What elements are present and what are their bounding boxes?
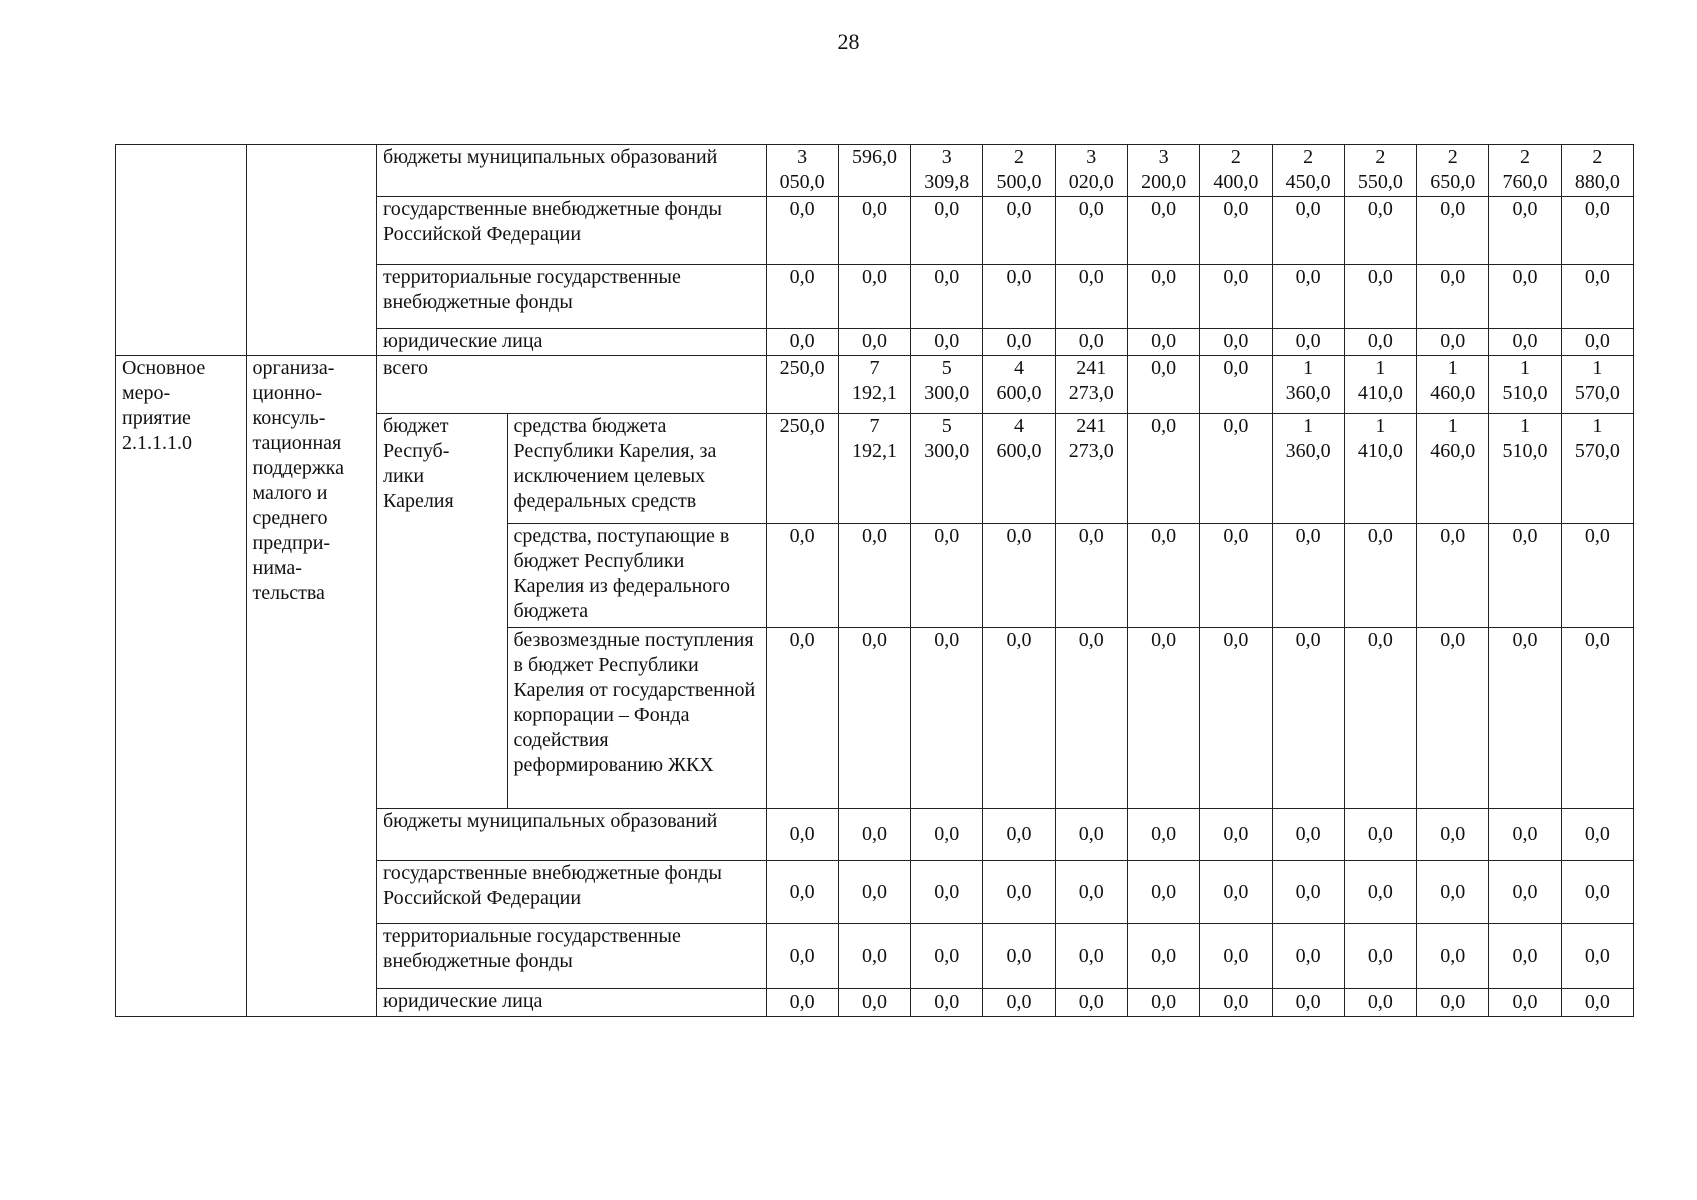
value-cell: 0,0: [1561, 524, 1633, 628]
value-cell: 1 410,0: [1344, 414, 1416, 524]
value-cell: 0,0: [1344, 265, 1416, 329]
value-cell: 0,0: [1272, 924, 1344, 989]
value-cell: 0,0: [911, 197, 983, 265]
value-cell: 241 273,0: [1055, 414, 1127, 524]
value-cell: 0,0: [911, 861, 983, 924]
value-cell: 0,0: [838, 197, 910, 265]
name-cell-empty: [246, 329, 377, 356]
value-cell: 250,0: [766, 356, 838, 414]
budget-table: [115, 144, 1634, 1017]
value-cell: 0,0: [1127, 924, 1199, 989]
value-cell: 0,0: [1489, 924, 1561, 989]
value-cell: 0,0: [1417, 329, 1489, 356]
value-cell: 0,0: [1561, 924, 1633, 989]
value-cell: 0,0: [1344, 329, 1416, 356]
value-cell: 0,0: [911, 628, 983, 809]
source-label: юридические лица: [377, 989, 767, 1017]
status-cell-empty: [116, 145, 247, 197]
value-cell: 0,0: [1055, 265, 1127, 329]
value-cell: 0,0: [1561, 989, 1633, 1017]
source-label: территориальные государственные внебюджетные фонды: [377, 265, 767, 329]
value-cell: 0,0: [1055, 524, 1127, 628]
value-cell: 0,0: [1272, 628, 1344, 809]
value-cell: 0,0: [1561, 861, 1633, 924]
source-label: юридические лица: [377, 329, 767, 356]
value-cell: 0,0: [1272, 989, 1344, 1017]
value-cell: 0,0: [766, 861, 838, 924]
value-cell: 0,0: [1200, 924, 1272, 989]
table-row: [116, 329, 1634, 356]
value-cell: 4 600,0: [983, 414, 1055, 524]
page-number: 28: [837, 29, 860, 54]
value-cell: 3 050,0: [766, 145, 838, 197]
value-cell: 0,0: [1055, 809, 1127, 861]
value-cell: 0,0: [1272, 861, 1344, 924]
value-cell: 0,0: [1127, 265, 1199, 329]
value-cell: 0,0: [1561, 628, 1633, 809]
table-row-total: [116, 356, 1634, 414]
value-cell: 0,0: [983, 265, 1055, 329]
value-cell: 0,0: [911, 265, 983, 329]
value-cell: 0,0: [1489, 861, 1561, 924]
value-cell: 0,0: [1200, 524, 1272, 628]
value-cell: 1 460,0: [1417, 414, 1489, 524]
value-cell: 2 760,0: [1489, 145, 1561, 197]
value-cell: 0,0: [1561, 197, 1633, 265]
value-cell: 0,0: [983, 628, 1055, 809]
value-cell: 0,0: [1417, 265, 1489, 329]
value-cell: 0,0: [911, 524, 983, 628]
value-cell: 0,0: [1272, 524, 1344, 628]
value-cell: 0,0: [911, 329, 983, 356]
value-cell: 0,0: [1561, 329, 1633, 356]
value-cell: 3 020,0: [1055, 145, 1127, 197]
value-cell: 2 450,0: [1272, 145, 1344, 197]
value-cell: 0,0: [838, 809, 910, 861]
value-cell: 0,0: [1417, 861, 1489, 924]
table-row: [116, 265, 1634, 329]
value-cell: 0,0: [1127, 329, 1199, 356]
value-cell: 0,0: [838, 265, 910, 329]
value-cell: 7 192,1: [838, 356, 910, 414]
value-cell: 2 880,0: [1561, 145, 1633, 197]
value-cell: 0,0: [1127, 524, 1199, 628]
name-cell-empty: [246, 145, 377, 197]
value-cell: 0,0: [1127, 414, 1199, 524]
source-label: средства, поступающие в бюджет Республики Карелия из федерального бюджета: [507, 524, 766, 628]
value-cell: 1 460,0: [1417, 356, 1489, 414]
value-cell: 0,0: [1561, 809, 1633, 861]
table-row: [116, 145, 1634, 197]
value-cell: 0,0: [838, 989, 910, 1017]
table-row: [116, 197, 1634, 265]
value-cell: 2 650,0: [1417, 145, 1489, 197]
value-cell: 0,0: [983, 197, 1055, 265]
value-cell: 0,0: [911, 809, 983, 861]
source-label: бюджеты муниципальных образований: [377, 809, 767, 861]
value-cell: 0,0: [1344, 809, 1416, 861]
value-cell: 0,0: [911, 989, 983, 1017]
status-cell-empty: [116, 265, 247, 329]
value-cell: 0,0: [1417, 809, 1489, 861]
value-cell: 0,0: [1417, 989, 1489, 1017]
value-cell: 0,0: [766, 989, 838, 1017]
value-cell: 0,0: [766, 197, 838, 265]
activity-status: Основное меро- приятие 2.1.1.1.0: [116, 356, 247, 1017]
value-cell: 0,0: [1200, 414, 1272, 524]
value-cell: 0,0: [1272, 329, 1344, 356]
value-cell: 4 600,0: [983, 356, 1055, 414]
value-cell: 0,0: [1200, 861, 1272, 924]
value-cell: 241 273,0: [1055, 356, 1127, 414]
source-label: безвозмездные поступления в бюджет Республики Карелия от государственной корпорации – Фонда содействия реформированию ЖКХ: [507, 628, 766, 809]
value-cell: 5 300,0: [911, 414, 983, 524]
value-cell: 0,0: [1127, 197, 1199, 265]
value-cell: 1 360,0: [1272, 356, 1344, 414]
value-cell: 0,0: [1127, 356, 1199, 414]
value-cell: 1 510,0: [1489, 414, 1561, 524]
value-cell: 0,0: [1489, 628, 1561, 809]
value-cell: 0,0: [766, 329, 838, 356]
value-cell: 3 309,8: [911, 145, 983, 197]
value-cell: 0,0: [1417, 628, 1489, 809]
value-cell: 1 360,0: [1272, 414, 1344, 524]
value-cell: 3 200,0: [1127, 145, 1199, 197]
value-cell: 2 550,0: [1344, 145, 1416, 197]
value-cell: 0,0: [1127, 628, 1199, 809]
value-cell: 0,0: [1200, 356, 1272, 414]
total-label: всего: [377, 356, 767, 414]
status-cell-empty: [116, 197, 247, 265]
value-cell: 250,0: [766, 414, 838, 524]
value-cell: 0,0: [1127, 861, 1199, 924]
value-cell: 0,0: [838, 628, 910, 809]
value-cell: 0,0: [1200, 809, 1272, 861]
source-label: государственные внебюджетные фонды Российской Федерации: [377, 197, 767, 265]
value-cell: 0,0: [1055, 628, 1127, 809]
value-cell: 0,0: [1055, 197, 1127, 265]
value-cell: 0,0: [1200, 329, 1272, 356]
source-label: государственные внебюджетные фонды Российской Федерации: [377, 861, 767, 924]
value-cell: 0,0: [1200, 989, 1272, 1017]
value-cell: 0,0: [838, 861, 910, 924]
value-cell: 0,0: [1489, 809, 1561, 861]
value-cell: 0,0: [1055, 861, 1127, 924]
value-cell: 0,0: [983, 861, 1055, 924]
value-cell: 0,0: [1344, 197, 1416, 265]
value-cell: 0,0: [1489, 265, 1561, 329]
value-cell: 0,0: [1417, 924, 1489, 989]
value-cell: 0,0: [1200, 197, 1272, 265]
value-cell: 0,0: [1200, 628, 1272, 809]
source-label: бюджеты муниципальных образований: [377, 145, 767, 197]
value-cell: 0,0: [983, 329, 1055, 356]
value-cell: 0,0: [1055, 989, 1127, 1017]
value-cell: 0,0: [766, 924, 838, 989]
value-cell: 1 410,0: [1344, 356, 1416, 414]
value-cell: 0,0: [1127, 809, 1199, 861]
value-cell: 0,0: [911, 924, 983, 989]
value-cell: 0,0: [1489, 329, 1561, 356]
value-cell: 0,0: [766, 524, 838, 628]
value-cell: 0,0: [983, 989, 1055, 1017]
name-cell-empty: [246, 265, 377, 329]
value-cell: 5 300,0: [911, 356, 983, 414]
source-label: средства бюджета Республики Карелия, за исключением целевых федеральных средств: [507, 414, 766, 524]
value-cell: 0,0: [1272, 809, 1344, 861]
value-cell: 0,0: [1272, 197, 1344, 265]
value-cell: 0,0: [1489, 524, 1561, 628]
value-cell: 0,0: [766, 628, 838, 809]
value-cell: 1 510,0: [1489, 356, 1561, 414]
value-cell: 0,0: [766, 265, 838, 329]
status-cell-empty: [116, 329, 247, 356]
value-cell: 0,0: [766, 809, 838, 861]
value-cell: 0,0: [1417, 197, 1489, 265]
source-label: территориальные государственные внебюджетные фонды: [377, 924, 767, 989]
value-cell: 0,0: [983, 924, 1055, 989]
value-cell: 1 570,0: [1561, 356, 1633, 414]
value-cell: 0,0: [983, 524, 1055, 628]
republic-budget-label: бюджет Респуб- лики Карелия: [377, 414, 508, 809]
value-cell: 0,0: [1344, 861, 1416, 924]
value-cell: 0,0: [1127, 989, 1199, 1017]
name-cell-empty: [246, 197, 377, 265]
value-cell: 0,0: [1344, 524, 1416, 628]
value-cell: 0,0: [1344, 989, 1416, 1017]
value-cell: 0,0: [1344, 924, 1416, 989]
value-cell: 0,0: [1055, 924, 1127, 989]
value-cell: 2 500,0: [983, 145, 1055, 197]
value-cell: 0,0: [838, 329, 910, 356]
value-cell: 0,0: [1272, 265, 1344, 329]
value-cell: 7 192,1: [838, 414, 910, 524]
value-cell: 0,0: [838, 524, 910, 628]
value-cell: 2 400,0: [1200, 145, 1272, 197]
value-cell: 0,0: [838, 924, 910, 989]
value-cell: 0,0: [1489, 197, 1561, 265]
value-cell: 0,0: [1489, 989, 1561, 1017]
value-cell: 596,0: [838, 145, 910, 197]
value-cell: 0,0: [1200, 265, 1272, 329]
value-cell: 0,0: [1417, 524, 1489, 628]
value-cell: 0,0: [1561, 265, 1633, 329]
value-cell: 0,0: [1055, 329, 1127, 356]
activity-name: организа- ционно- консуль- тационная поддержка малого и среднего предпри- нима- тельства: [246, 356, 377, 1017]
value-cell: 0,0: [983, 809, 1055, 861]
value-cell: 1 570,0: [1561, 414, 1633, 524]
value-cell: 0,0: [1344, 628, 1416, 809]
